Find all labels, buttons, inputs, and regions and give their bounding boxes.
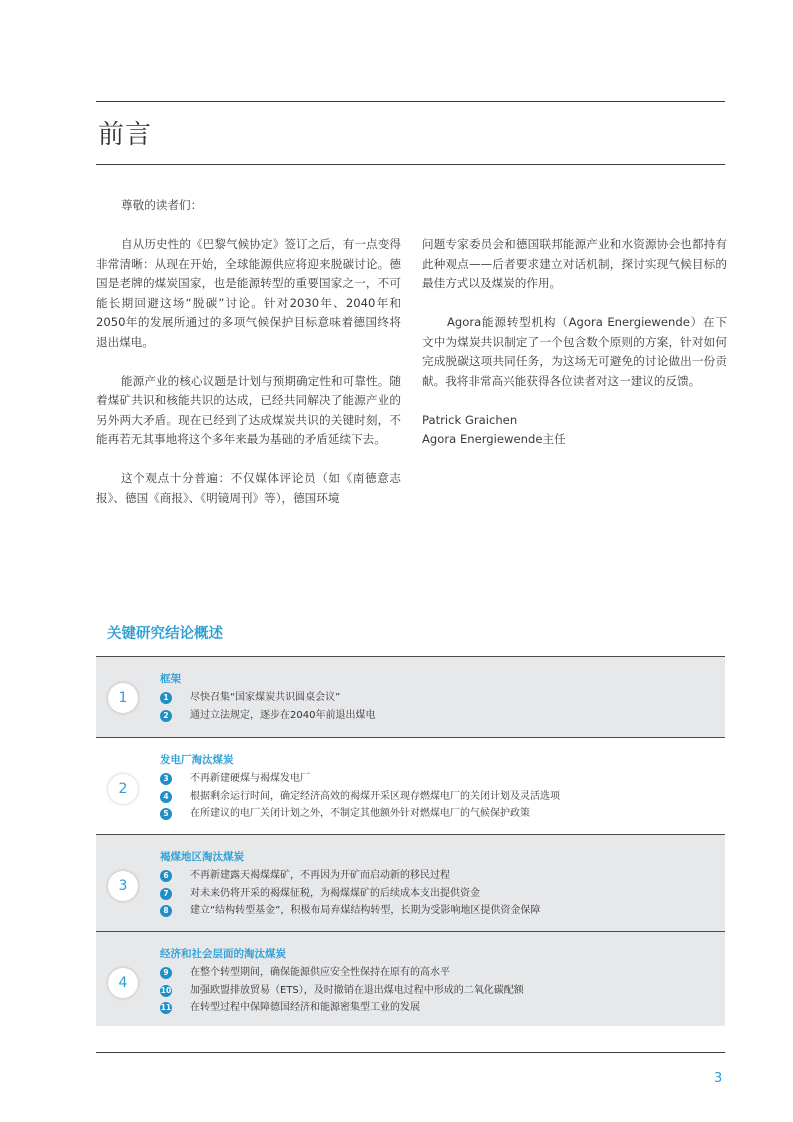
number-bullet-icon: 6 [160,870,172,882]
number-bullet-icon: 9 [160,967,172,979]
left-column [96,196,401,528]
number-bullet-icon: 1 [160,692,172,704]
paragraph: 这个观点十分普遍：不仅媒体评论员（如《南德意志报》、德国《商报》、《明镜周刊》等），德国环境 [96,471,401,505]
list-item [160,689,725,707]
list-item [160,805,725,823]
item-text: 根据剩余运行时间，确定经济高效的褐煤开采区现存燃煤电厂的关闭计划及灵活选项 [190,790,560,802]
number-bullet-icon: 5 [160,808,172,820]
bottom-rule [96,1052,725,1053]
item-text: 在整个转型期间，确保能源供应安全性保持在原有的高水平 [190,967,450,978]
number-bullet-icon: 4 [160,791,172,803]
summary-section [96,931,725,1026]
item-text: 在转型过程中保障德国经济和能源密集型工业的发展 [190,1002,420,1013]
number-bullet-icon: 7 [160,888,172,900]
summary-section [96,834,725,931]
section-heading: 褐煤地区淘汰煤炭 [160,851,244,863]
list-item [160,770,725,788]
summary-table [96,656,725,1026]
section-number-badge: 3 [108,871,138,901]
item-text: 通过立法规定，逐步在2040年前退出煤电 [190,709,376,721]
item-text: 建立“结构转型基金”，积极布局弃煤结构转型，长期为受影响地区提供资金保障 [190,905,541,916]
item-text: 在所建议的电厂关闭计划之外，不制定其他额外针对燃煤电厂的气候保护政策 [190,808,530,819]
signature-title: Agora Energiewende主任 [422,432,566,446]
list-item [160,902,725,920]
number-bullet-icon: 3 [160,773,172,785]
summary-title: 关键研究结论概述 [107,626,223,642]
section-number-badge: 2 [108,774,138,804]
number-bullet-icon: 10 [160,985,172,995]
summary-section [96,656,725,737]
signature-name: Patrick Graichen [422,412,518,427]
section-heading: 框架 [160,673,181,685]
number-bullet-icon: 2 [160,710,172,722]
item-text: 对未来仍将开采的褐煤征税，为褐煤煤矿的后续成本支出提供资金 [190,887,480,899]
section-number-badge: 4 [108,968,138,998]
paragraph: 问题专家委员会和德国联邦能源产业和水资源协会也都持有此种观点——后者要求建立对话机制，探讨实现气候目标的最佳方式以及煤炭的作用。 [422,237,727,290]
list-item [160,885,725,903]
item-text: 尽快召集“国家煤炭共识圆桌会议” [190,692,341,703]
salutation: 尊敬的读者们： [121,198,203,212]
paragraph: Agora能源转型机构（Agora Energiewende）在下文中为煤炭共识制定了一个包含数个原则的方案，针对如何完成脱碳这项共同任务，为这场无可避免的讨论做出一份贡献。我将非常高兴能获得各位读者对这一建议的反馈。 [422,315,727,388]
title-rule [96,164,725,165]
list-item [160,964,725,982]
item-text: 不再新建露天褐煤煤矿，不再因为开矿而启动新的移民过程 [190,870,450,881]
paragraph: 能源产业的核心议题是计划与预期确定性和可靠性。随着煤矿共识和核能共识的达成，已经共同解决了能源产业的另外两大矛盾。现在已经到了达成煤炭共识的关键时刻，不能再若无其事地将这个多年来最为基础的矛盾延续下去。 [96,373,401,446]
page-number: 3 [714,1071,723,1086]
section-heading: 发电厂淘汰煤炭 [160,754,234,766]
list-item [160,707,725,725]
list-item [160,867,725,885]
paragraph: 自从历史性的《巴黎气候协定》签订之后，有一点变得非常清晰：从现在开始，全球能源供应将迎来脱碳讨论。德国是老牌的煤炭国家，也是能源转型的重要国家之一，不可能长期回避这场“脱碳”讨论。针对2030年、2040年和2050年的发展所通过的多项气候保护目标意味着德国终将退出煤电。 [96,237,401,349]
item-text: 不再新建硬煤与褐煤发电厂 [190,773,310,784]
summary-section [96,737,725,834]
section-number-badge: 1 [108,683,138,713]
item-text: 加强欧盟排放贸易（ETS），及时撤销在退出煤电过程中形成的二氧化碳配额 [190,984,524,996]
list-item [160,982,725,1000]
number-bullet-icon: 8 [160,905,172,917]
number-bullet-icon: 11 [160,1003,172,1012]
right-column [422,235,727,450]
top-rule [96,101,725,102]
list-item [160,999,725,1017]
page-title: 前言 [98,120,153,150]
section-heading: 经济和社会层面的淘汰煤炭 [160,948,286,960]
list-item [160,788,725,806]
